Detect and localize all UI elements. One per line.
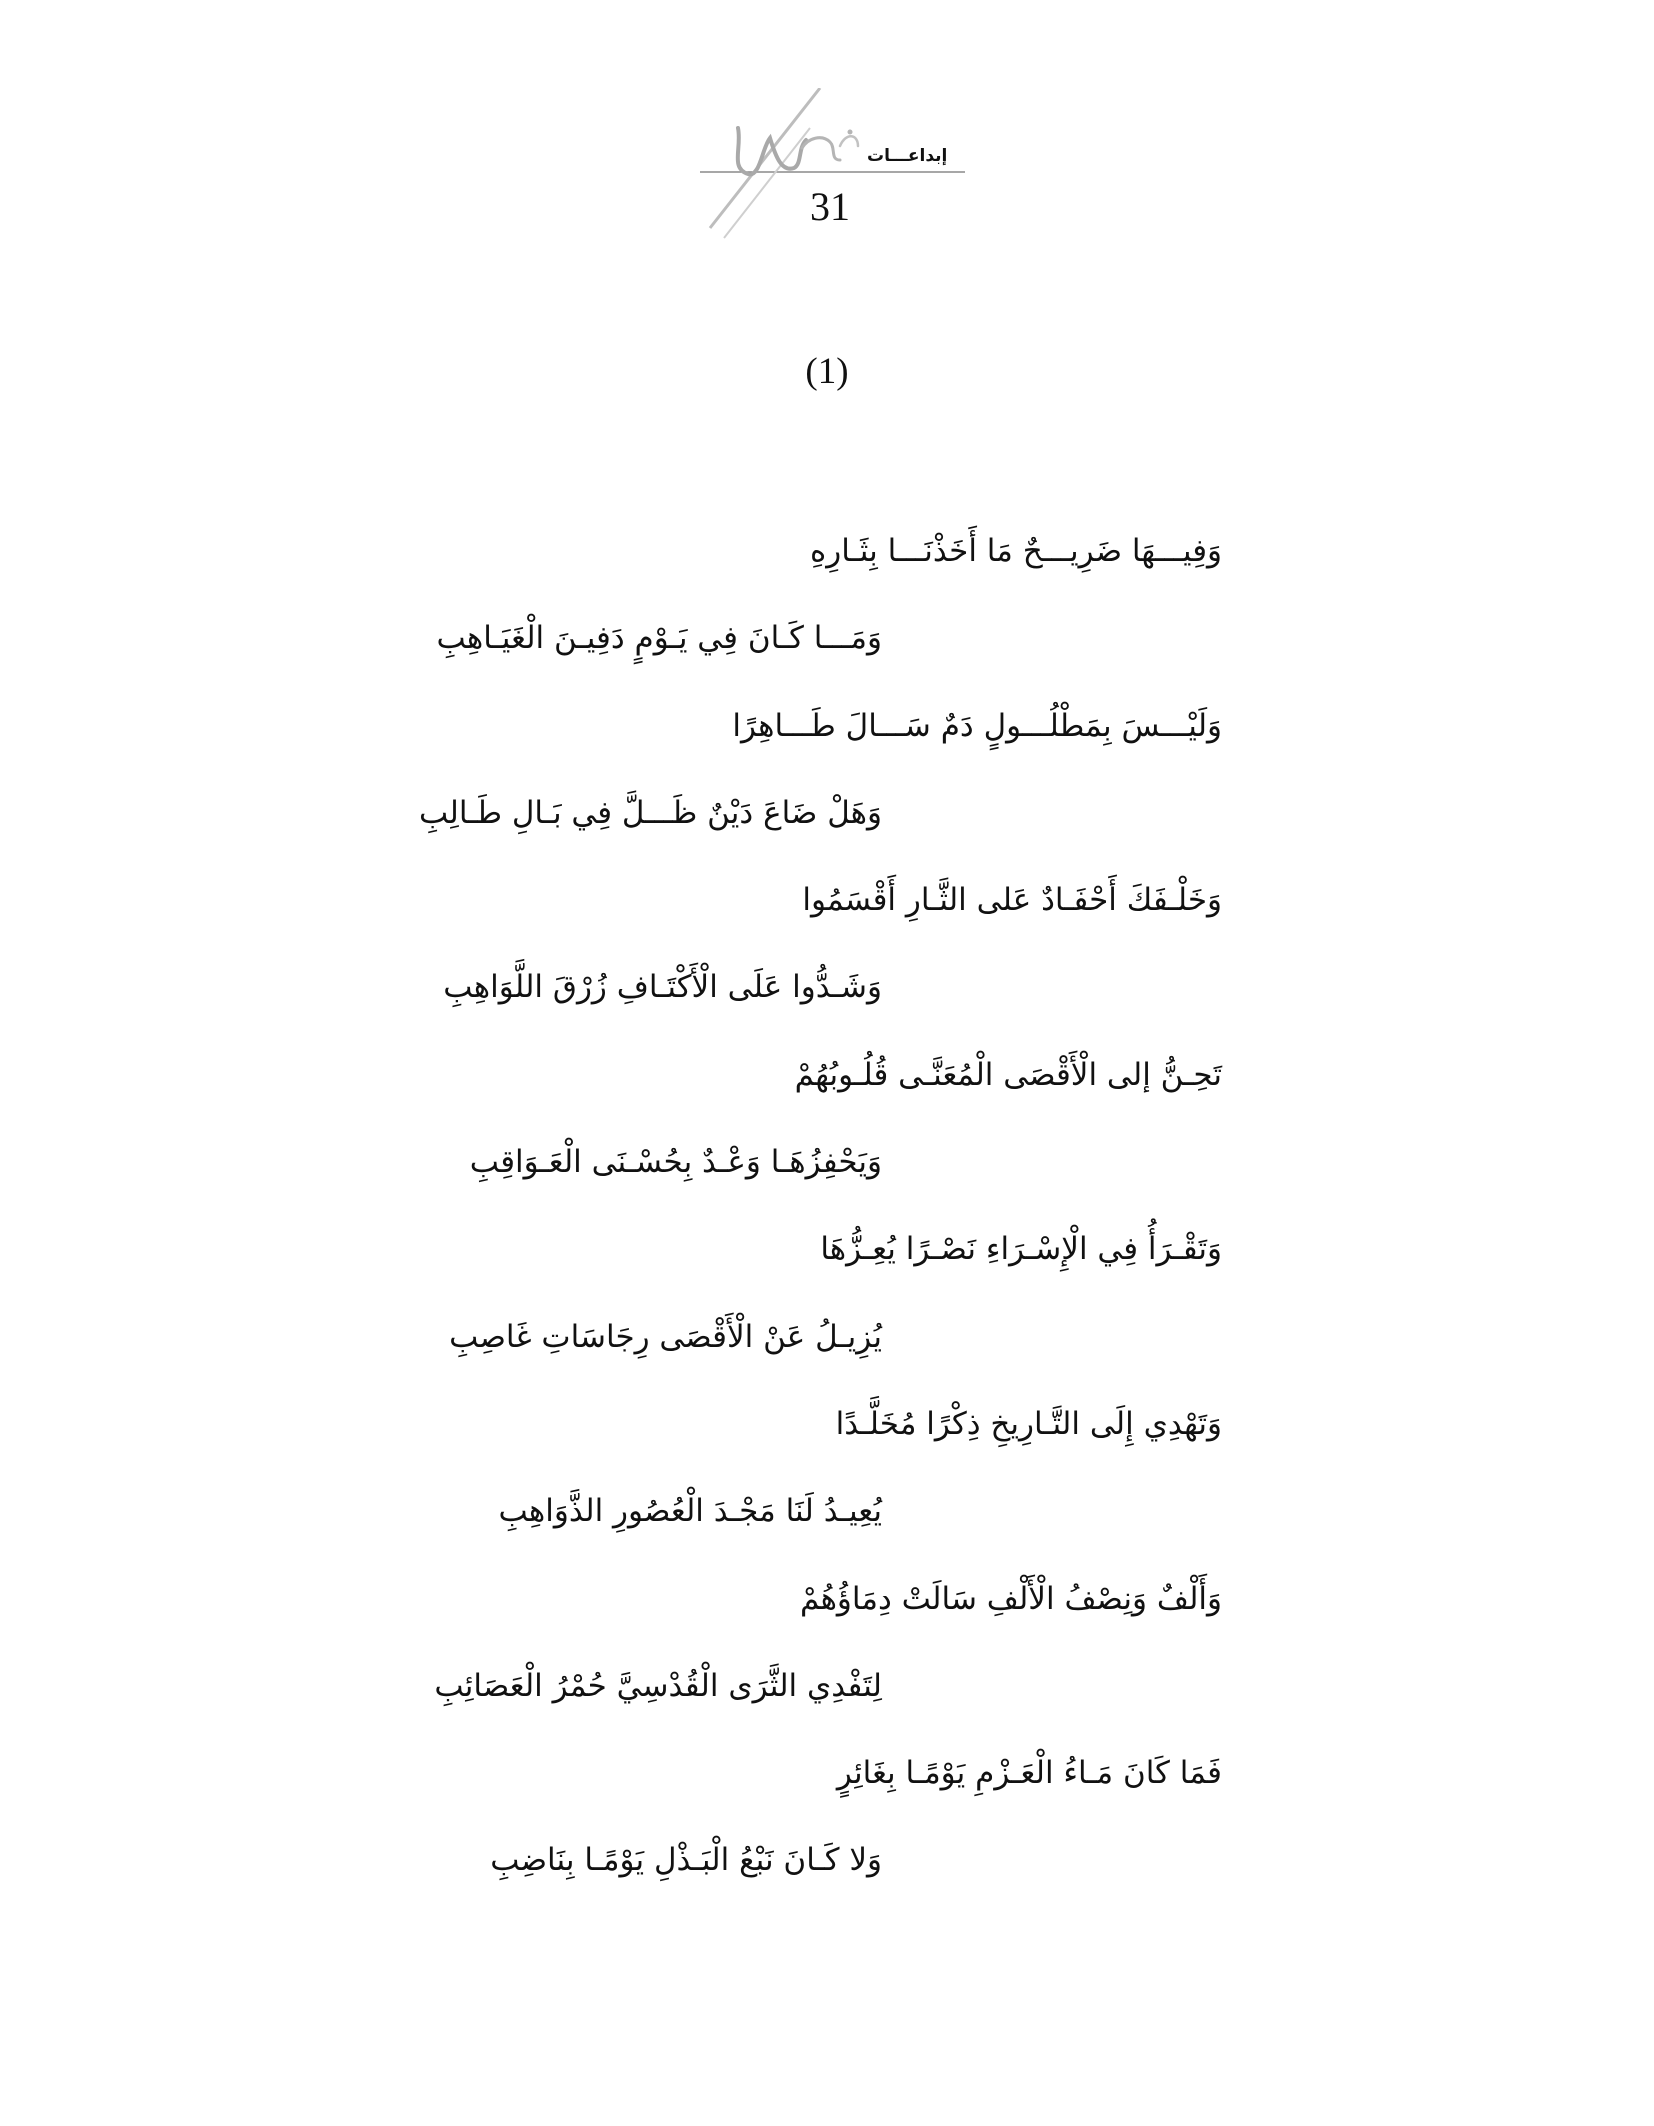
verse-line: فَمَا كَانَ مَـاءُ الْعَـزْمِ يَوْمًـا بِغَائِرٍ	[836, 1755, 1222, 1792]
verse-line: لِتَفْدِي الثَّرَى الْقُدْسِيَّ حُمْرُ الْعَصَائِبِ	[434, 1667, 882, 1704]
page-number: 31	[810, 184, 850, 229]
verse-line: وَلا كَـانَ نَبْعُ الْبَـذْلِ يَوْمًـا بِنَاضِبِ	[490, 1842, 882, 1879]
poem-number: (1)	[805, 351, 849, 392]
verse-line: وَلَيْـــسَ بِمَطْلُـــولٍ دَمٌ سَـــالَ طَـــاهِرًا	[732, 707, 1222, 744]
verse-line: وَتَقْـرَأُ فِي الْإِسْـرَاءِ نَصْـرًا يُعِـزُّهَا	[820, 1231, 1222, 1268]
verse-line: وَخَلْـفَكَ أَحْفَـادٌ عَلى الثَّـارِ أَقْسَمُوا	[802, 882, 1222, 919]
verse-line: وَهَلْ ضَاعَ دَيْنٌ ظَـــلَّ فِي بَـالِ طَـالِبِ	[418, 794, 882, 831]
verse-line: وَفِيـــهَا ضَرِيـــحٌ مَا أَخَذْنَـــا بِثَـارِهِ	[810, 533, 1222, 569]
verse-line: يُزِيـلُ عَنْ الْأَقْصَى رِجَاسَاتِ غَاصِبِ	[449, 1318, 882, 1355]
verse-line: وَيَحْفِزُهَـا وَعْـدٌ بِحُسْـنَى الْعَـوَاقِبِ	[469, 1144, 882, 1181]
poem	[420, 508, 1222, 1905]
verse-line: وَمَـــا كَـانَ فِي يَـوْمٍ دَفِيـنَ الْغَيَـاهِبِ	[436, 620, 882, 657]
verse-line: وَأَلْفٌ وَنِصْفُ الْأَلْفِ سَالَتْ دِمَاؤُهُمْ	[799, 1580, 1222, 1617]
verse-line: وَشَـدُّوا عَلَى الْأَكْتَـافِ زُرْقَ اللَّوَاهِبِ	[443, 969, 882, 1006]
verse-line: تَحِـنُّ إلى الْأَقْصَى الْمُعَنَّـى قُلُـوبُهُمْ	[794, 1056, 1222, 1093]
page-header	[690, 88, 970, 248]
section-label: إبداعـــات	[867, 146, 948, 166]
verse-line: يُعِيـدُ لَنَا مَجْـدَ الْعُصُورِ الذَّوَاهِبِ	[498, 1493, 882, 1530]
verse-line: وَتَهْدِي إِلَى التَّـارِيخِ ذِكْرًا مُخَلَّـدًا	[835, 1405, 1222, 1442]
